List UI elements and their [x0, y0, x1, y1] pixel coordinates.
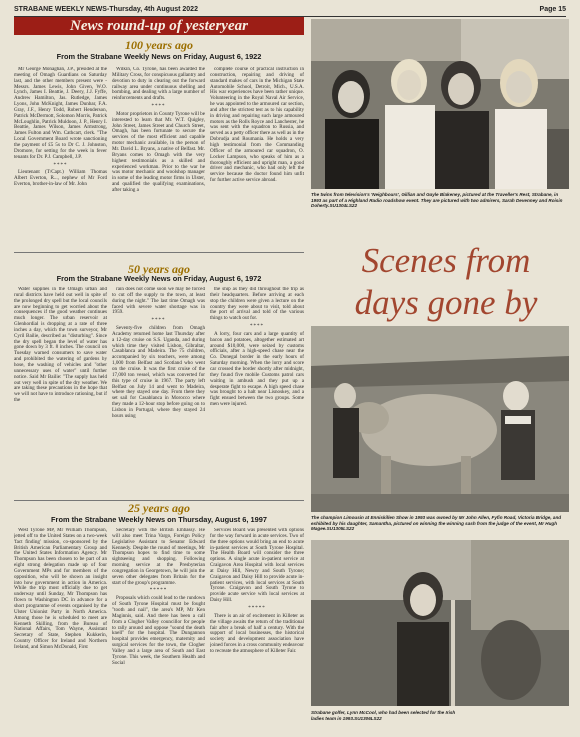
article-paragraph: Proposals which could lead to the rundown of South Tyrone Hospital must be fought "tooth and nail", the area's MP, Mr Ken Maginnis, said. And there has been a call from a Clogher Valley councillor for people to rally around and oppose "sound the death knell" for the hospital. The Dungannon hospital provides emergency, maternity and surgical services for the town, the Clogher Valley and a large area of South and East Tyrone. This week, the Southern Health and Social [112, 595, 205, 666]
article-paragraph: complete course of practical instruction in construction, repairing and driving of standard makes of cars in the Michigan State Automobile School, Detroit, Mich., U.S.A. His war experiences have been rather unique. Volunteering in the Royal Naval Air Service, he was appointed to the armoured car section, and after the strictest test as to his capability in driving and repairing such large armoured motors as the Rolls Royce and Lanchester, he was sent with the squadron to Russia, and served as a petty officer there as well as in the Dobrudja and Roumania. He holds a very high testimonial from the Commanding Officer of the armoured car squadron, O. Locker Lampson, who speaks of him as a thoroughly efficient and upright man, a good driver and mechanic, who had only left the service because the doctor found him unfit for further active service abroad. [210, 67, 304, 184]
headline-line-2: days gone by [354, 283, 538, 322]
article-paragraph: Seventy-five children from Omagh Academy returned home last Thursday after a 12-day cruise on S.S. Uganda, and during which time they visited Lisbon, Gibraltar, Casablanca and Madeira. The 75 children, accompanied by six teachers, were among 1,000 from Belfast and Scotland who went on the cruise. It was the first cruise of the 17,000 ton vessel, which was converted for this type of cruise in 1967. The party left Belfast on July 14 and went to Madeira, where they stayed one day. From there they set sail for Casablanca in Morocco where they made a 12-hour stop before going on to Lisbon in Portugal, where they stayed 24 hours using [112, 325, 205, 419]
article-paragraph: Mr George Monaghan, J.P., presided at the meeting of Omagh Guardians on Saturday last, and the other members present were - Messrs. James Lewis, John Given, W.O. Lynch, James I. Beattie, J. Deery, J.J. Fyffe, Andrew Hamilton, Jas. Rutledge, James Lyons, John McKnight, James Dunbar, F.A. Gray, J.F., Henry Todd, Robert Henderson, Patrick McDermott, Solomon Morris, Patrick McLoughlin, Patrick Muldoon, J. P., Henry I. Beattie, James Wilson, James Armstrong, James Fulton and Wm. Cathcart, clerk. "The Local Government Board wrote sanctioning the payment of £5 5s to Dr C. J. Johnston, Dromore, for setting for the week in fever tenants for Dr. P.J. Campbell, J.P. [14, 67, 107, 160]
section-subhead-1922: From the Strabane Weekly News on Friday, August 6, 1922 [56, 52, 262, 61]
article-paragraph: rain does not come soon we may be forced to cut off the supply to the town, at least during the night." The last time Omagh was faced with severe water shortage was in 1959. [112, 287, 205, 316]
article-paragraph: There is an air of excitement in Killeter as the village awaits the return of the traditional fair after a break of half a century. With the support of local businesses, the historical society and development association have joined forces in a cross community endeavour to recreate the atmosphere of Killeter Fair. [210, 612, 304, 654]
photo-lynn-mccool [311, 540, 569, 706]
section-age-50: 50 years ago [128, 262, 190, 276]
article-column [14, 67, 107, 248]
section-subhead-1972: From the Strabane Weekly News on Friday, August 6, 1972 [56, 274, 262, 283]
section-banner: News round-up of yesteryear [14, 17, 304, 35]
article-column [210, 67, 304, 248]
section-age-25: 25 years ago [128, 501, 190, 515]
article-column [14, 528, 107, 728]
article-column [112, 67, 205, 248]
article-paragraph: Services Board was presented with options for the way forward in acute services. Two of the three options would bring an end to acute in-patient services at South Tyrone Hospital. The Health Board will consider the three options. A single acute in-patient service at Craigavon Area Hospital with local services at Daisy Hill, Newry and South Tyrone; Craigavon and Daisy Hill to provide acute in-patient services, with local services at South Tyrone. Craigavon and South Tyrone to provide acute service with local services at Daisy Hill. [210, 528, 304, 604]
headline-line-1: Scenes from [361, 241, 531, 280]
section-subhead-1997: From the Strabane Weekly News on Thursday, August 6, 1997 [51, 515, 267, 524]
group-photo-image [311, 19, 569, 189]
article-paragraph: A lorry, four cars and a large quantity of bacon and potatoes, altogether estimated art around $10,000, were seized by customs officials, after a high-speed chase near the Co. Donegal border in the early hours of Saturday morning. When the lorry and score car crossed the border shortly after midnight, they found five mobile Customs patrol cars waiting in ambush and they put up a desperate fight to escape. A high speed chase was brought to a halt near Lisnoskey, and a fight ensued between the two groups. Some men were injured. [210, 330, 304, 408]
publication-date: STRABANE WEEKLY NEWS-Thursday, 4th August 2022 [14, 6, 198, 13]
article-paragraph: Lieutenant (T/Capt.) William Thomas Albert Everton, R..., nephew of Mr Ford Everton, brother-in-law of Mr. John [14, 169, 107, 188]
article-paragraph: Wilkin, Co. Tyrone, has been awarded the Military Cross, for conspicuous gallantry and devotion to duty in clearing out the forward railway area under continuous shelling and bombing, and dealing with a large number of reinforcements and drafts. [112, 67, 205, 102]
page-number: Page 15 [539, 6, 566, 13]
separator: **** [151, 318, 166, 324]
article-paragraph: Secretary with the British Embassy. He will also meet Trina Vargo, Foreign Policy Legislative Assistant to Senator Edward Kennedy. Despite the round of meetings, Mr Thompson hopes to find time to some sightseeing and shopping. Following morning service at the Presbyterian congregation in Georgetown, he will join the seven other delegates from Britain for the start of the group's programme. [112, 528, 205, 586]
article-column [112, 287, 205, 497]
article-column [14, 287, 107, 497]
separator: **** [53, 162, 68, 168]
page-header [14, 4, 566, 17]
separator: **** [250, 324, 264, 330]
photo-caption-golfer: Strabane golfer, Lynn McCool, who had been selected for the Irish ladies team in 1993.SU1306LS22 [311, 710, 456, 721]
article-paragraph: the ship as they did throughout the trip as their headquarters. Before arriving at each stop the children were given a lecture on the country they were about to visit, told about the port of arrival and told of the various things to watch out for. [210, 287, 304, 322]
separator: ***** [149, 588, 168, 594]
feature-headline [322, 240, 570, 324]
article-column [112, 528, 205, 728]
article-paragraph: West Tyrone MP, Mr William Thompson, jetted off to the United States on a two-week 'fact finding' mission, co-sponsored by the British American Parliamentary Group and the United States Information Agency. Mr Thompson has been chosen to be part of an eight strong delegation made up of four Government MPs and for members of the opposition, who will be shown an insight into how government in action in America. While the trip most officially due to get underway until Sunday, Mr Thompson has flown to Washington DC in advance for a short programme of events organised by the Ulster Unionist Party in North America. Among those he is scheduled to meet are Kenneth Skilling, from the Bureau of National Affairs, Tom Wayne, Assistant Secretary of State, Stephen Kukkerin, Country Officer for Ireland and Northern Ireland, and Simon McDonald, First [14, 528, 107, 650]
section-divider [14, 252, 304, 253]
photo-limousin-champion [311, 326, 569, 512]
section-age-100: 100 years ago [125, 38, 193, 52]
article-column [210, 528, 304, 728]
separator: ***** [248, 605, 266, 611]
separator: **** [151, 104, 166, 110]
article-paragraph: Motor proprietors in County Tyrone will be interested to learn that Mr. W.T. Quigley, John Street, James Street and Church Street, Omagh, has been fortunate to secure the services of the most efficient and capable motor mechanic available, in the person of Mr. David L. Bryans, a native of Belfast. Mr. Bryans comes to Omagh with the very highest testimonials as a skilled and experienced workman. Prior to the war he was motor mechanic and woolshop manager in some of the leading motor firms in Ulster, and qualified the qualifying examinations, after taking a [112, 110, 205, 193]
article-paragraph: Water supplies in the Omagh urban and rural districts have held out well in spite of the prolonged dry spell but the local councils are now beginning to get worried about the consequences if the good weather continues much longer. The urban reservoir at Glenhordial is dropping at a rate of three inches a day, which the town surveyor, Mr Cyril Bailie, described as "disturbing". Since the dry spell began the level of water has gone down by 3 ft. 8 inches. The council on Tuesday warned consumers to save water and prohibited the watering of gardens by hose, the washing of vehicles and "other unnecessary uses of water" until further notice. Said Mr Bailie: "The supply has held out very well in spite of the dry weather. We are taking these precautions in the hope that we will not have to introduce rationing, but if the [14, 287, 107, 404]
cattle-show-photo-image [311, 326, 569, 512]
photo-caption-twins: The twins from television's 'Neighbours', Gillian and Gayle Blakeney, pictured at the Traveller's Rest, Strabane, in 1993 as part of a Highland Radio roadshow event. They are pictured with two admirers, Sarah Devenney and Roisin Doherty.SU1304LS22 [311, 192, 563, 209]
golfer-photo-image [311, 540, 569, 706]
article-column [210, 287, 304, 497]
photo-twins-group [311, 19, 569, 189]
photo-caption-limousin: The champion Limousin at Enniskillen Show in 1993 was owned by Mr John Allen, Fyfin Road, Victoria Bridge, and exhibited by his daughter, Samantha, pictured on winning the winning sash from the judge of the event, Mr Hugh Magee.SU1305LS22 [311, 515, 562, 532]
